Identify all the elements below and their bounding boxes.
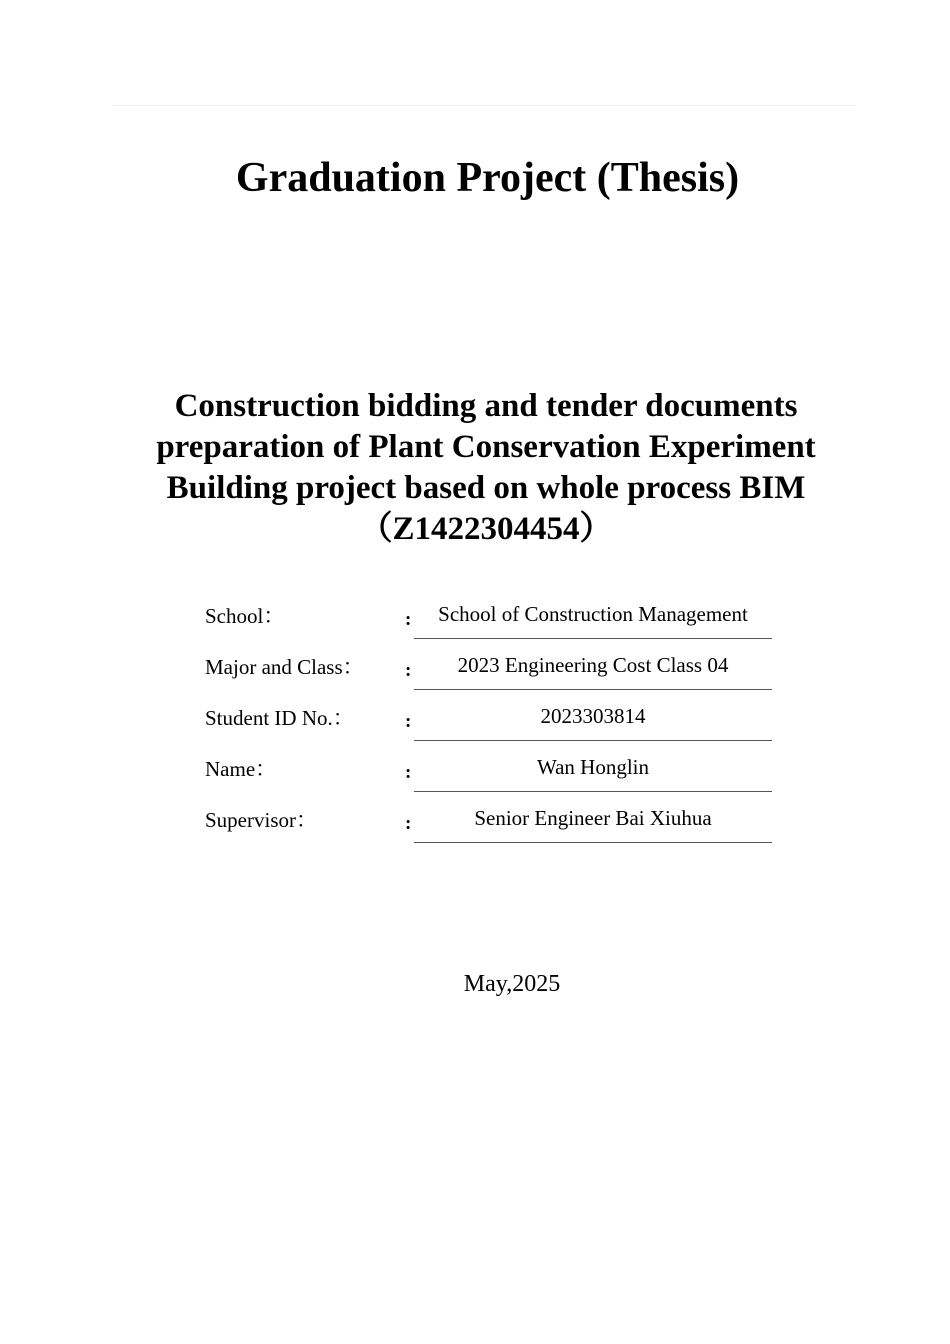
underline	[414, 689, 772, 690]
info-colon: :	[405, 660, 412, 681]
info-value: 2023303814	[540, 704, 646, 728]
info-label: Student ID No.：	[205, 706, 354, 730]
info-row-major-class	[0, 652, 950, 703]
info-row-supervisor	[0, 805, 950, 856]
info-colon: :	[405, 762, 412, 783]
info-value: Wan Honglin	[536, 755, 650, 779]
info-label: School：	[205, 604, 285, 628]
info-value: Senior Engineer Bai Xiuhua	[474, 806, 712, 830]
info-label: Name：	[205, 757, 277, 781]
thesis-code: （Z1422304454）	[359, 511, 613, 547]
thesis-title: Construction bidding and tender documents preparation of Plant Conservation Experiment Building project based on whole process BIM	[156, 388, 816, 506]
info-label: Supervisor：	[205, 808, 317, 832]
info-row-school	[0, 601, 950, 652]
info-value: School of Construction Management	[438, 602, 748, 626]
underline	[414, 638, 772, 639]
main-title: Graduation Project (Thesis)	[235, 155, 740, 201]
info-colon: :	[405, 813, 412, 834]
underline	[414, 791, 772, 792]
header-rule	[112, 105, 856, 106]
underline	[414, 740, 772, 741]
info-row-student-id	[0, 703, 950, 754]
info-row-name	[0, 754, 950, 805]
info-colon: :	[405, 609, 412, 630]
info-colon: :	[405, 711, 412, 732]
info-value: 2023 Engineering Cost Class 04	[457, 653, 729, 677]
underline	[414, 842, 772, 843]
date: May,2025	[463, 971, 561, 997]
info-label: Major and Class：	[205, 655, 364, 679]
